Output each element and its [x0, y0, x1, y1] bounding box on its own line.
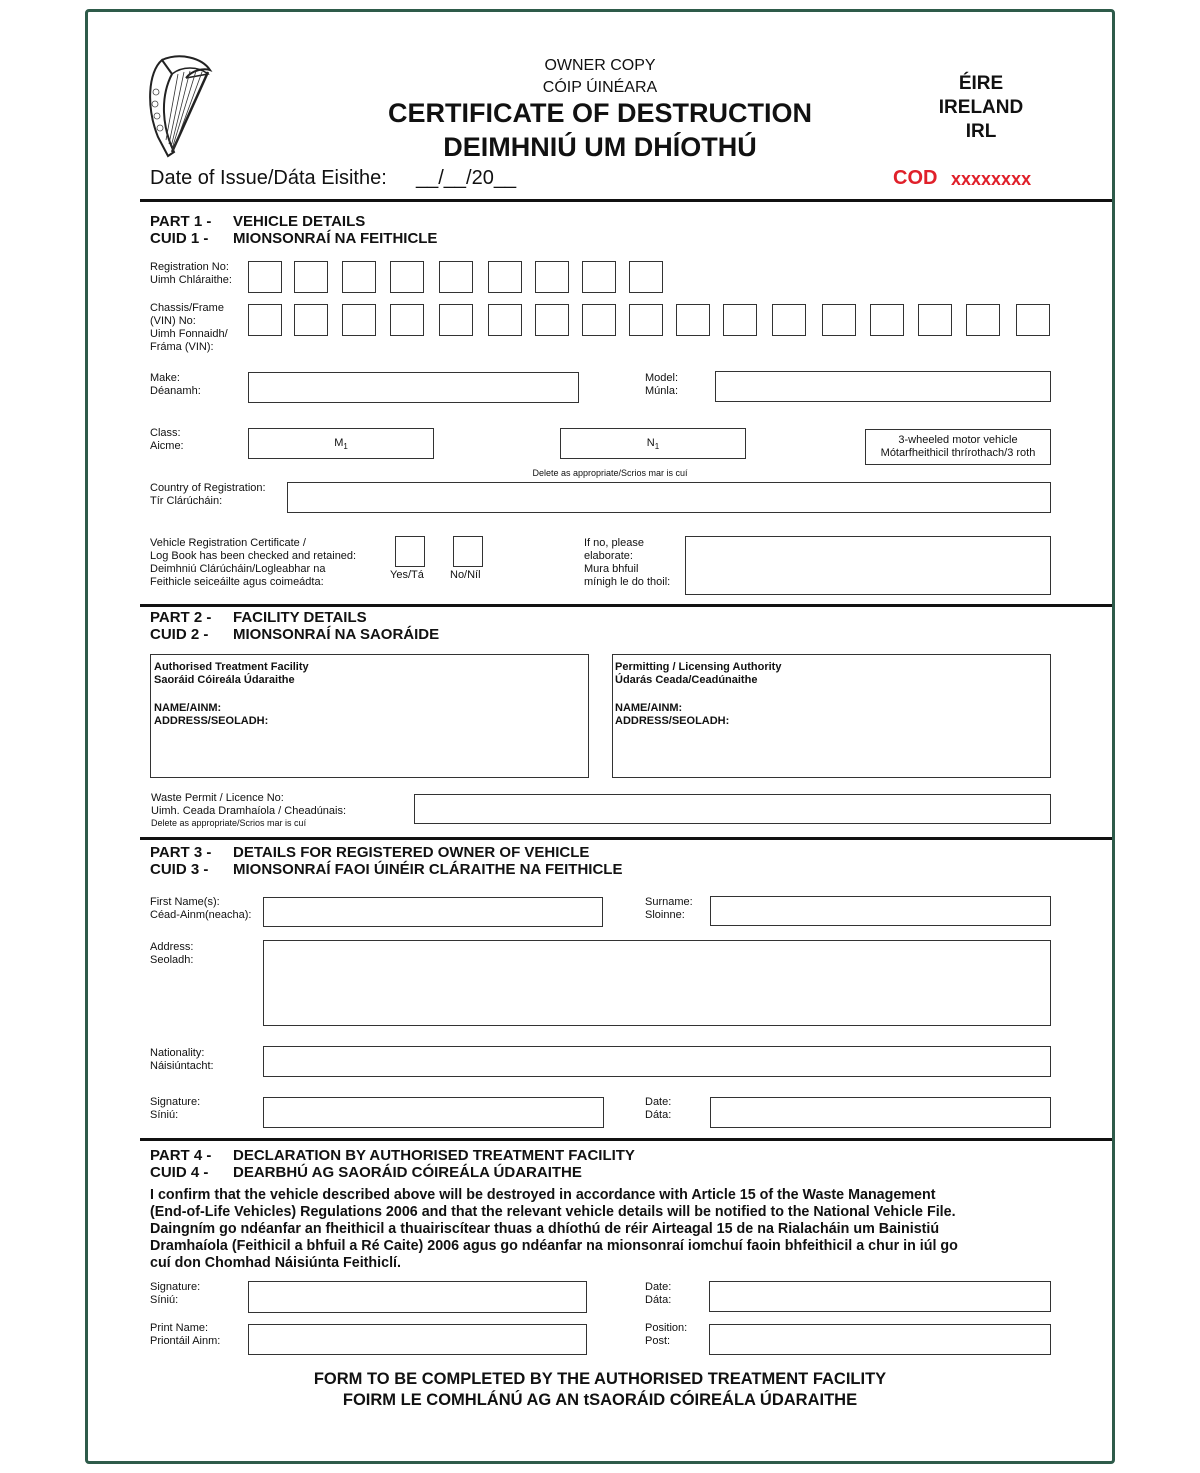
registration-char-box[interactable] — [294, 261, 328, 293]
logbook-no-label: No/Níl — [450, 569, 481, 581]
declaration-text: I confirm that the vehicle described above will be destroyed in accordance with Article 15 of the Waste Management (End-of-Life Vehicles) Regulations 2006 and that the relevant vehicle details will be notified to the National Vehicle File. Daingním go ndéanfar an fheithicil a thuairiscítear thuas a dhíothú de réir Airteagal 15 de na Rialacháin um Bainistiú Dramhaíola (Feithicil a bhfuil a Ré Caite) 2006 agus go ndéanfar na mionsonraí iomchuí faoin bhfeithicil a chur in iúl go cuí don Chomhad Náisiúnta Feithiclí. — [150, 1187, 958, 1271]
date-of-issue-value[interactable]: __/__/20__ — [416, 167, 517, 189]
model-label: Model: Múnla: — [645, 372, 679, 397]
part4-heading-ga: CUID 4 - DEARBHÚ AG SAORÁID CÓIREÁLA ÚDARAITHE — [150, 1164, 582, 1181]
print-name-field[interactable] — [248, 1324, 587, 1355]
vin-label: Chassis/Frame (VIN) No: Uimh Fonnaidh/ Fráma (VIN): — [150, 302, 228, 353]
delete-note: Delete as appropriate/Scrios mar is cuí — [532, 468, 688, 478]
make-field[interactable] — [248, 372, 579, 403]
vin-char-box[interactable] — [535, 304, 569, 336]
atf-details-box[interactable] — [150, 654, 589, 778]
registration-label: Registration No: Uimh Chláraithe: — [150, 261, 232, 286]
address-field[interactable] — [263, 940, 1051, 1026]
part2-heading-ga: CUID 2 - MIONSONRAÍ NA SAORÁIDE — [150, 626, 440, 643]
owner-date-field[interactable] — [710, 1097, 1051, 1128]
cod-label: COD — [893, 167, 938, 189]
registration-char-box[interactable] — [535, 261, 569, 293]
country-code: IRL — [965, 121, 997, 142]
divider — [140, 837, 1112, 840]
vin-char-box[interactable] — [772, 304, 806, 336]
atf-title: Authorised Treatment Facility — [154, 661, 309, 673]
owner-copy-label: OWNER COPY — [544, 57, 656, 74]
vin-char-box[interactable] — [439, 304, 473, 336]
part2-heading: PART 2 - FACILITY DETAILS — [150, 609, 367, 626]
class-3-wheeled-option[interactable]: 3-wheeled motor vehicle Mótarfheithicil thrírothach/3 roth — [865, 429, 1051, 465]
atf-title-ga: Saoráid Cóireála Údaraithe — [154, 674, 295, 686]
registration-char-box[interactable] — [488, 261, 522, 293]
registration-char-box[interactable] — [342, 261, 376, 293]
footer-instruction: FORM TO BE COMPLETED BY THE AUTHORISED TREATMENT FACILITY — [313, 1370, 887, 1388]
atf-date-label: Date: Dáta: — [645, 1281, 672, 1306]
authority-title: Permitting / Licensing Authority — [615, 661, 782, 673]
first-name-label: First Name(s): Céad-Ainm(neacha): — [150, 896, 252, 921]
make-label: Make: Déanamh: — [150, 372, 201, 397]
registration-char-box[interactable] — [582, 261, 616, 293]
part3-heading: PART 3 - DETAILS FOR REGISTERED OWNER OF VEHICLE — [150, 844, 590, 861]
owner-copy-label-ga: CÓIP ÚINÉARA — [542, 79, 658, 96]
country-ga: ÉIRE — [958, 73, 1004, 94]
part4-heading: PART 4 - DECLARATION BY AUTHORISED TREATMENT FACILITY — [150, 1147, 635, 1164]
vin-char-box[interactable] — [966, 304, 1000, 336]
cod-number: xxxxxxxx — [951, 169, 1032, 189]
address-label: Address: Seoladh: — [150, 941, 194, 966]
atf-signature-label: Signature: Síniú: — [150, 1281, 201, 1306]
surname-field[interactable] — [710, 896, 1051, 926]
vin-char-box[interactable] — [294, 304, 328, 336]
owner-date-label: Date: Dáta: — [645, 1096, 672, 1121]
part1-heading: PART 1 - VEHICLE DETAILS — [150, 213, 366, 230]
part3-heading-ga: CUID 3 - MIONSONRAÍ FAOI ÚINÉIR CLÁRAITHE NA FEITHICLE — [150, 861, 623, 878]
country-of-registration-field[interactable] — [287, 482, 1051, 513]
elaborate-label: If no, please elaborate: Mura bhfuil mínigh le do thoil: — [584, 537, 671, 588]
vin-char-box[interactable] — [488, 304, 522, 336]
owner-signature-label: Signature: Síniú: — [150, 1096, 201, 1121]
authority-name-label: NAME/AINM: — [615, 702, 683, 714]
page-title-ga: DEIMHNIÚ UM DHÍOTHÚ — [443, 132, 757, 162]
divider — [140, 604, 1112, 607]
vin-char-box[interactable] — [629, 304, 663, 336]
atf-name-label: NAME/AINM: — [154, 702, 222, 714]
vin-char-box[interactable] — [582, 304, 616, 336]
vin-char-box[interactable] — [676, 304, 710, 336]
part1-heading-ga: CUID 1 - MIONSONRAÍ NA FEITHICLE — [150, 230, 438, 247]
vin-char-box[interactable] — [390, 304, 424, 336]
nationality-field[interactable] — [263, 1046, 1051, 1077]
position-field[interactable] — [709, 1324, 1051, 1355]
country-of-registration-label: Country of Registration: Tír Clárúcháin: — [150, 482, 266, 507]
divider — [140, 199, 1112, 202]
atf-date-field[interactable] — [709, 1281, 1051, 1312]
vin-char-box[interactable] — [870, 304, 904, 336]
owner-signature-field[interactable] — [263, 1097, 604, 1128]
model-field[interactable] — [715, 371, 1051, 402]
elaborate-field[interactable] — [685, 536, 1051, 595]
logbook-yes-label: Yes/Tá — [390, 569, 424, 581]
authority-address-label: ADDRESS/SEOLADH: — [615, 715, 730, 727]
atf-signature-field[interactable] — [248, 1281, 587, 1313]
class-label: Class: Aicme: — [150, 427, 184, 452]
date-of-issue-label: Date of Issue/Dáta Eisithe: — [150, 167, 387, 189]
class-m1-option[interactable]: $M_1$ — [248, 428, 434, 459]
print-name-label: Print Name: Priontáil Ainm: — [150, 1322, 221, 1347]
nationality-label: Nationality: Náisiúntacht: — [150, 1047, 214, 1072]
footer-instruction-ga: FOIRM LE COMHLÁNÚ AG AN tSAORÁID CÓIREÁLA ÚDARAITHE — [342, 1391, 858, 1409]
registration-char-box[interactable] — [390, 261, 424, 293]
permit-number-field[interactable] — [414, 794, 1051, 824]
surname-label: Surname: Sloinne: — [645, 896, 693, 921]
registration-char-box[interactable] — [439, 261, 473, 293]
divider — [140, 1138, 1112, 1141]
vin-char-box[interactable] — [1016, 304, 1050, 336]
authority-title-ga: Údarás Ceada/Ceadúnaithe — [615, 674, 758, 686]
authority-details-box[interactable] — [612, 654, 1051, 778]
atf-address-label: ADDRESS/SEOLADH: — [154, 715, 269, 727]
permit-label: Waste Permit / Licence No: Uimh. Ceada Dramhaíola / Cheadúnais: Delete as appropriate/Scrios mar is cuí — [151, 792, 347, 828]
vin-char-box[interactable] — [822, 304, 856, 336]
vin-char-box[interactable] — [918, 304, 952, 336]
logbook-no-checkbox[interactable] — [453, 536, 483, 567]
page-title: CERTIFICATE OF DESTRUCTION — [388, 98, 812, 128]
vin-char-box[interactable] — [342, 304, 376, 336]
logbook-yes-checkbox[interactable] — [395, 536, 425, 567]
logbook-label: Vehicle Registration Certificate / Log Book has been checked and retained: Deimhniú Clárúcháin/Logleabhar na Feithicle seiceáilte agus coimeádta: — [150, 537, 357, 588]
vin-char-box[interactable] — [723, 304, 757, 336]
class-n1-option[interactable]: $N_1$ — [560, 428, 746, 459]
vin-char-box[interactable] — [248, 304, 282, 336]
position-label: Position: Post: — [645, 1322, 688, 1347]
harp-icon — [142, 52, 216, 162]
country-en: IRELAND — [938, 97, 1024, 118]
registration-char-box[interactable] — [629, 261, 663, 293]
first-name-field[interactable] — [263, 897, 603, 927]
registration-char-box[interactable] — [248, 261, 282, 293]
